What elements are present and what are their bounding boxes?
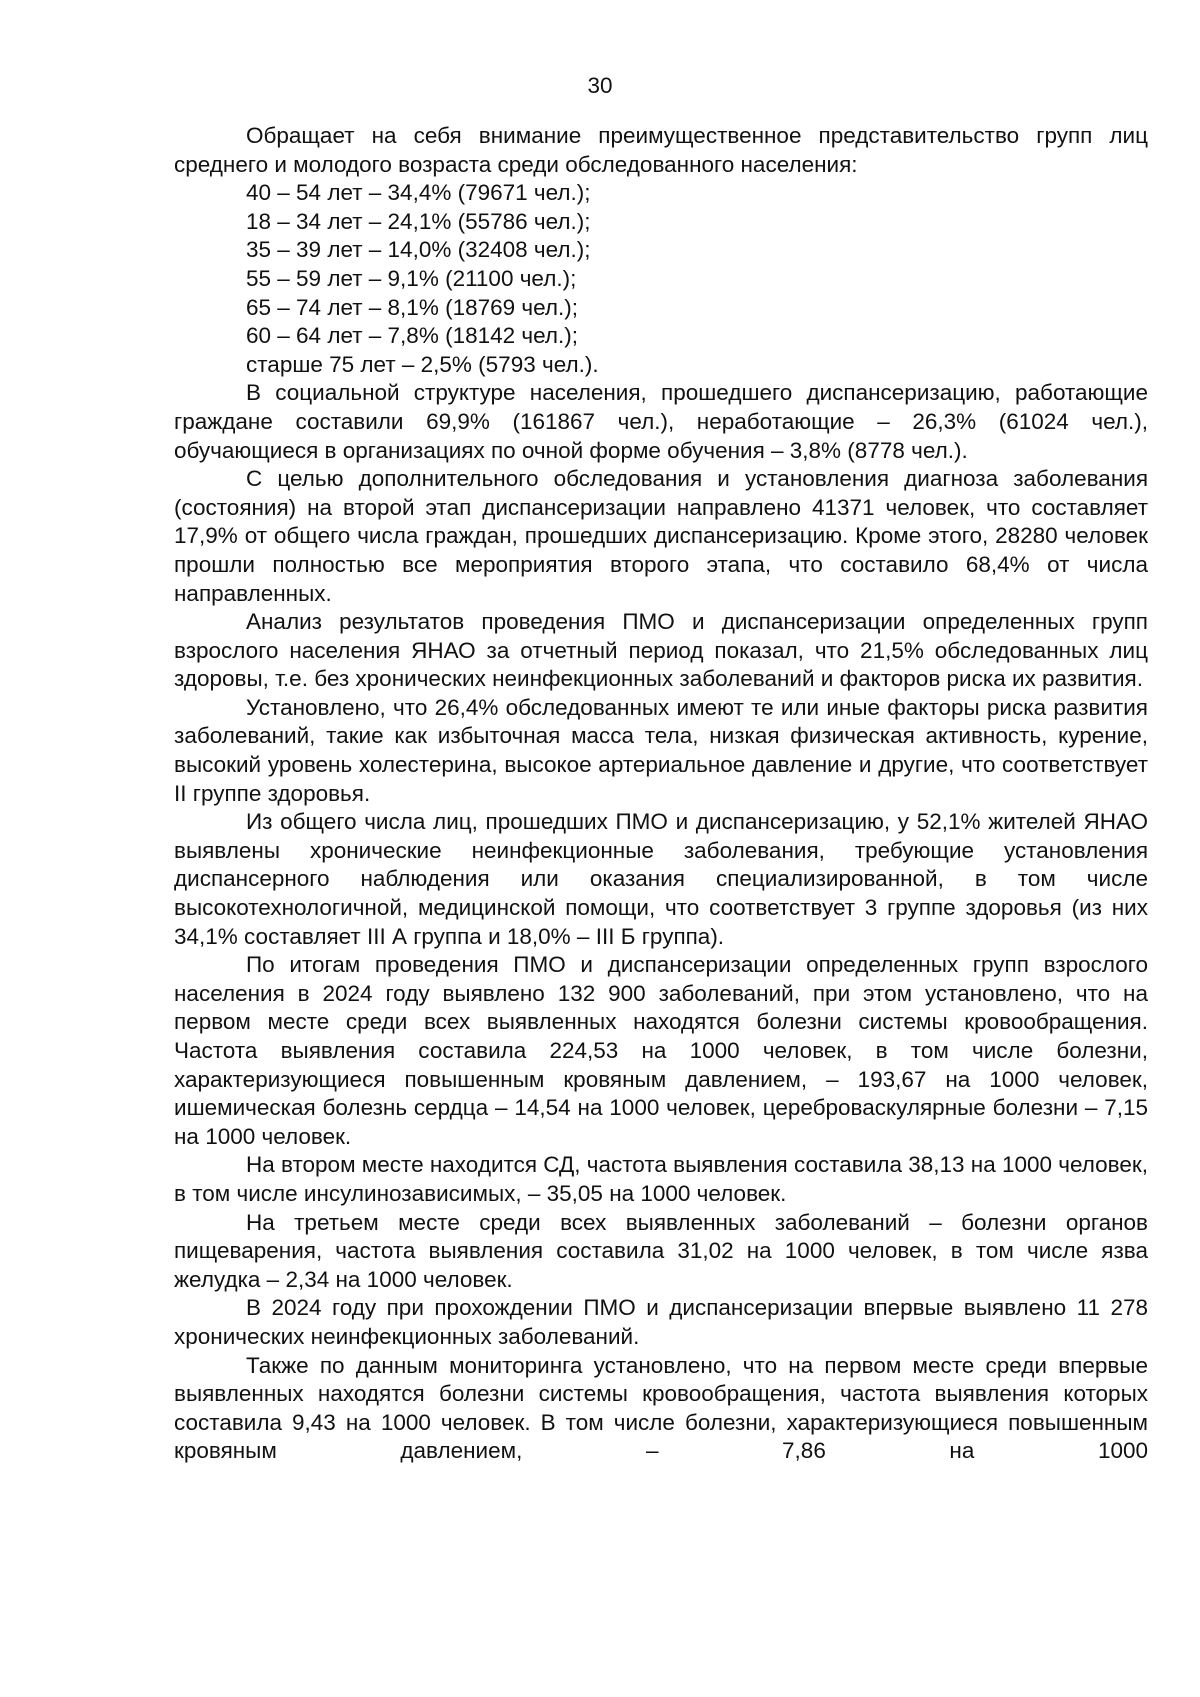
list-item: 60 – 64 лет – 7,8% (18142 чел.); [246,323,578,349]
circulatory-diseases-paragraph: По итогам проведения ПМО и диспансеризации определенных групп взрослого населения в 2024 году выявлено 132 900 заболеваний, при этом установлено, что на первом месте среди всех выявленных находятся болезни системы кровообращения. Частота выявления составила 224,53 на 1000 человек, в том числе болезни, характеризующиеся повышенным кровяным давлением, – 193,67 на 1000 человек, ишемическая болезнь сердца – 14,54 на 1000 человек, цереброваскулярные болезни – 7,15 на 1000 человек. [174,952,1148,1149]
age-group-list [174,179,1148,379]
document-body [174,122,1148,1466]
list-item: 18 – 34 лет – 24,1% (55786 чел.); [246,208,591,234]
healthy-share-paragraph: Анализ результатов проведения ПМО и диспансеризации определенных групп взрослого населения ЯНАО за отчетный период показал, что 21,5% обследованных лиц здоровы, т.е. без хронических неинфекционных заболеваний и факторов риска их развития. [174,609,1148,692]
list-item: старше 75 лет – 2,5% (5793 чел.). [246,351,599,377]
list-item: 65 – 74 лет – 8,1% (18769 чел.); [246,294,578,320]
list-item: 55 – 59 лет – 9,1% (21100 чел.); [246,265,577,291]
second-stage-paragraph: С целью дополнительного обследования и установления диагноза заболевания (состояния) на второй этап диспансеризации направлено 41371 человек, что составляет 17,9% от общего числа граждан, прошедших диспансеризацию. Кроме этого, 28280 человек прошли полностью все мероприятия второго этапа, что составило 68,4% от числа направленных. [174,466,1148,606]
intro-paragraph: Обращает на себя внимание преимущественное представительство групп лиц среднего и молодого возраста среди обследованного населения: [174,123,1148,177]
social-structure-paragraph: В социальной структуре населения, прошедшего диспансеризацию, работающие граждане составили 69,9% (161867 чел.), неработающие – 26,3% (61024 чел.), обучающиеся в организациях по очной форме обучения – 3,8% (8778 чел.). [174,380,1148,463]
page-number: 30 [587,73,613,98]
list-item: 35 – 39 лет – 14,0% (32408 чел.); [246,237,591,263]
risk-factors-paragraph: Установлено, что 26,4% обследованных имеют те или иные факторы риска развития заболеваний, такие как избыточная масса тела, низкая физическая активность, курение, высокий уровень холестерина, высокое артериальное давление и другие, что соответствует II группе здоровья. [174,694,1148,806]
chronic-diseases-paragraph: Из общего числа лиц, прошедших ПМО и диспансеризацию, у 52,1% жителей ЯНАО выявлены хронические неинфекционные заболевания, требующие установления диспансерного наблюдения или оказания специализированной, в том числе высокотехнологичной, медицинской помощи, что соответствует 3 группе здоровья (из них 34,1% составляет III А группа и 18,0% – III Б группа). [174,809,1148,949]
monitoring-paragraph: Также по данным мониторинга установлено, что на первом месте среди впервые выявленных находятся болезни системы кровообращения, частота выявления которых составила 9,43 на 1000 человек. В том числе болезни, характеризующиеся повышенным кровяным давлением, – 7,86 на 1000 [174,1352,1148,1464]
new-diagnoses-paragraph: В 2024 году при прохождении ПМО и диспансеризации впервые выявлено 11 278 хронических неинфекционных заболеваний. [174,1295,1148,1349]
diabetes-paragraph: На втором месте находится СД, частота выявления составила 38,13 на 1000 человек, в том числе инсулинозависимых, – 35,05 на 1000 человек. [174,1152,1148,1206]
list-item: 40 – 54 лет – 34,4% (79671 чел.); [246,180,591,206]
digestive-diseases-paragraph: На третьем месте среди всех выявленных заболеваний – болезни органов пищеварения, частота выявления составила 31,02 на 1000 человек, в том числе язва желудка – 2,34 на 1000 человек. [174,1209,1148,1292]
